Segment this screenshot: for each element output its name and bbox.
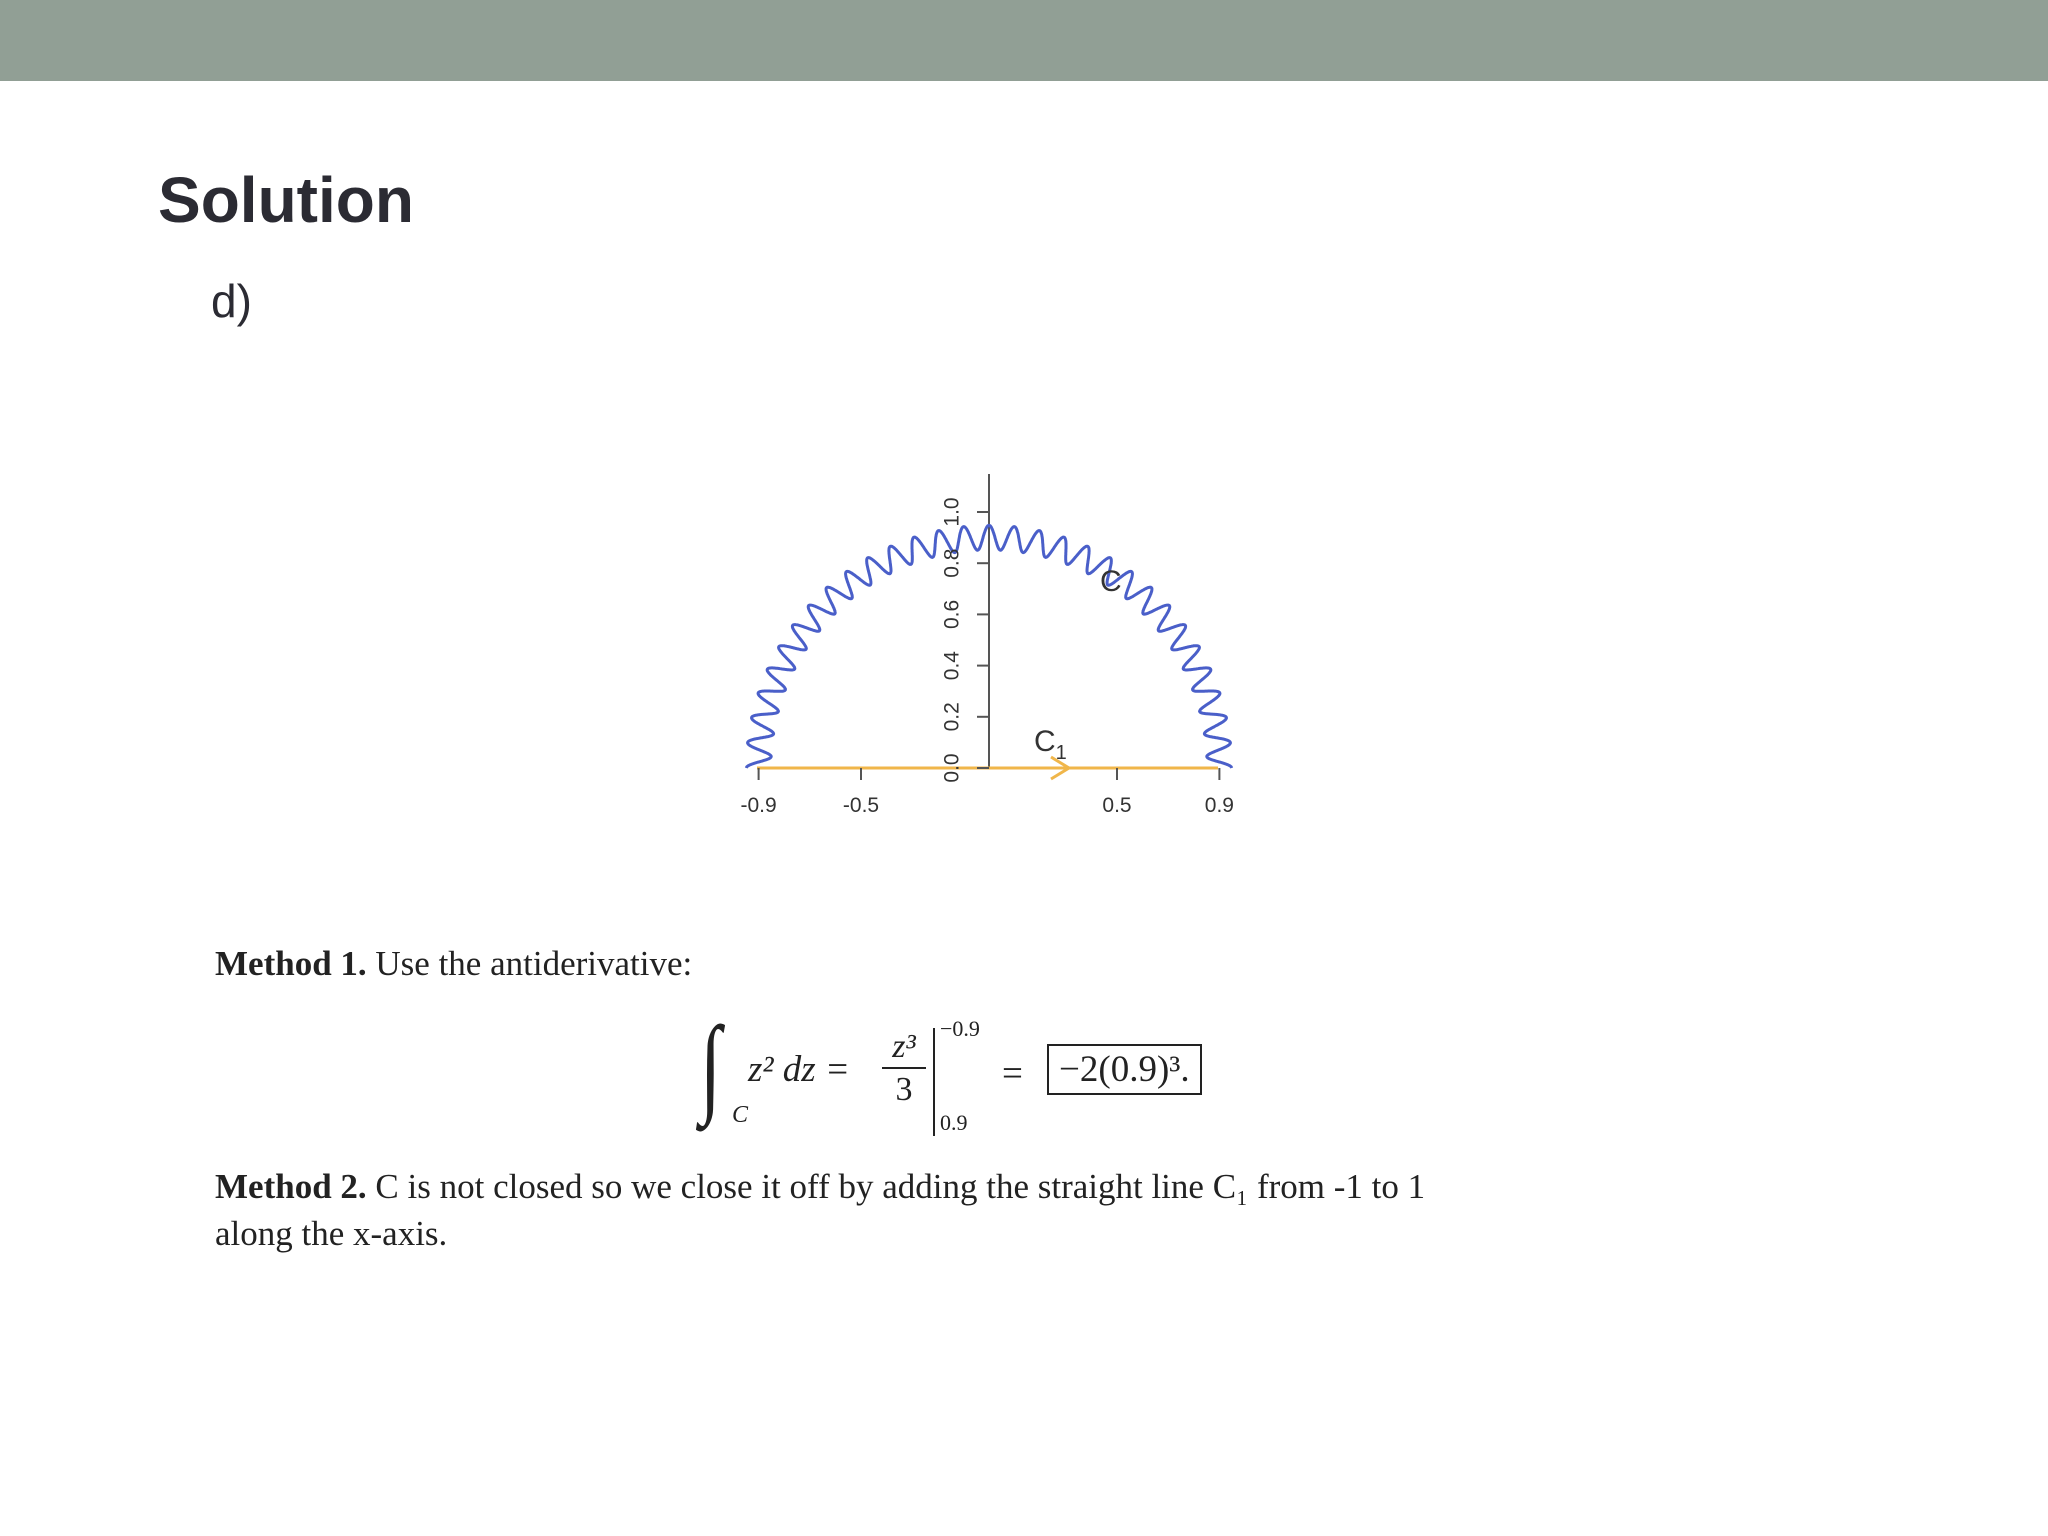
y-tick-label: 0.2: [940, 702, 964, 732]
method-2-text-1: C is not closed so we close it off by adding the straight line C₁ from -1 to 1: [375, 1167, 1426, 1206]
x-ticks: [741, 768, 1234, 817]
slide-title: Solution: [158, 164, 414, 236]
x-tick-label: 0.5: [1102, 794, 1132, 817]
integral-subscript: C: [732, 1102, 749, 1128]
curve-label: C: [1100, 565, 1122, 598]
method-2-line-2: along the x-axis.: [215, 1214, 448, 1253]
y-tick-label: 1.0: [940, 497, 964, 527]
equals-sign: =: [1002, 1053, 1023, 1094]
line-label: $C_1$: [1034, 725, 1067, 764]
fraction-numerator: z³: [892, 1028, 916, 1065]
antiderivative-equation: [690, 1004, 1250, 1140]
method-1-label: Method 1.: [215, 944, 367, 983]
integrand: z² dz =: [748, 1049, 850, 1090]
fraction-denominator: 3: [895, 1071, 913, 1109]
integral-sign: ∫: [700, 1004, 722, 1126]
method-1-line: [215, 940, 692, 987]
y-tick-label: 0.4: [940, 650, 964, 681]
x-tick-label: -0.9: [740, 794, 777, 817]
evaluation-bar: [933, 1028, 935, 1136]
upper-limit: −0.9: [940, 1016, 980, 1041]
boxed-result: −2(0.9)³.: [1047, 1044, 1202, 1095]
x-tick-label: 0.9: [1204, 794, 1235, 817]
part-label: d): [211, 275, 252, 327]
y-tick-label: 0.0: [940, 753, 964, 783]
y-tick-label: 0.8: [940, 548, 964, 578]
y-tick-label: 0.6: [940, 599, 964, 630]
fraction-bar: [882, 1067, 926, 1069]
method-2-line-1: [215, 1163, 1425, 1210]
lower-limit: 0.9: [940, 1110, 968, 1135]
x-tick-label: -0.5: [842, 794, 880, 817]
method-2-label: Method 2.: [215, 1167, 367, 1206]
fraction: [882, 1028, 926, 1109]
method-1-text: Use the antiderivative:: [375, 944, 693, 983]
